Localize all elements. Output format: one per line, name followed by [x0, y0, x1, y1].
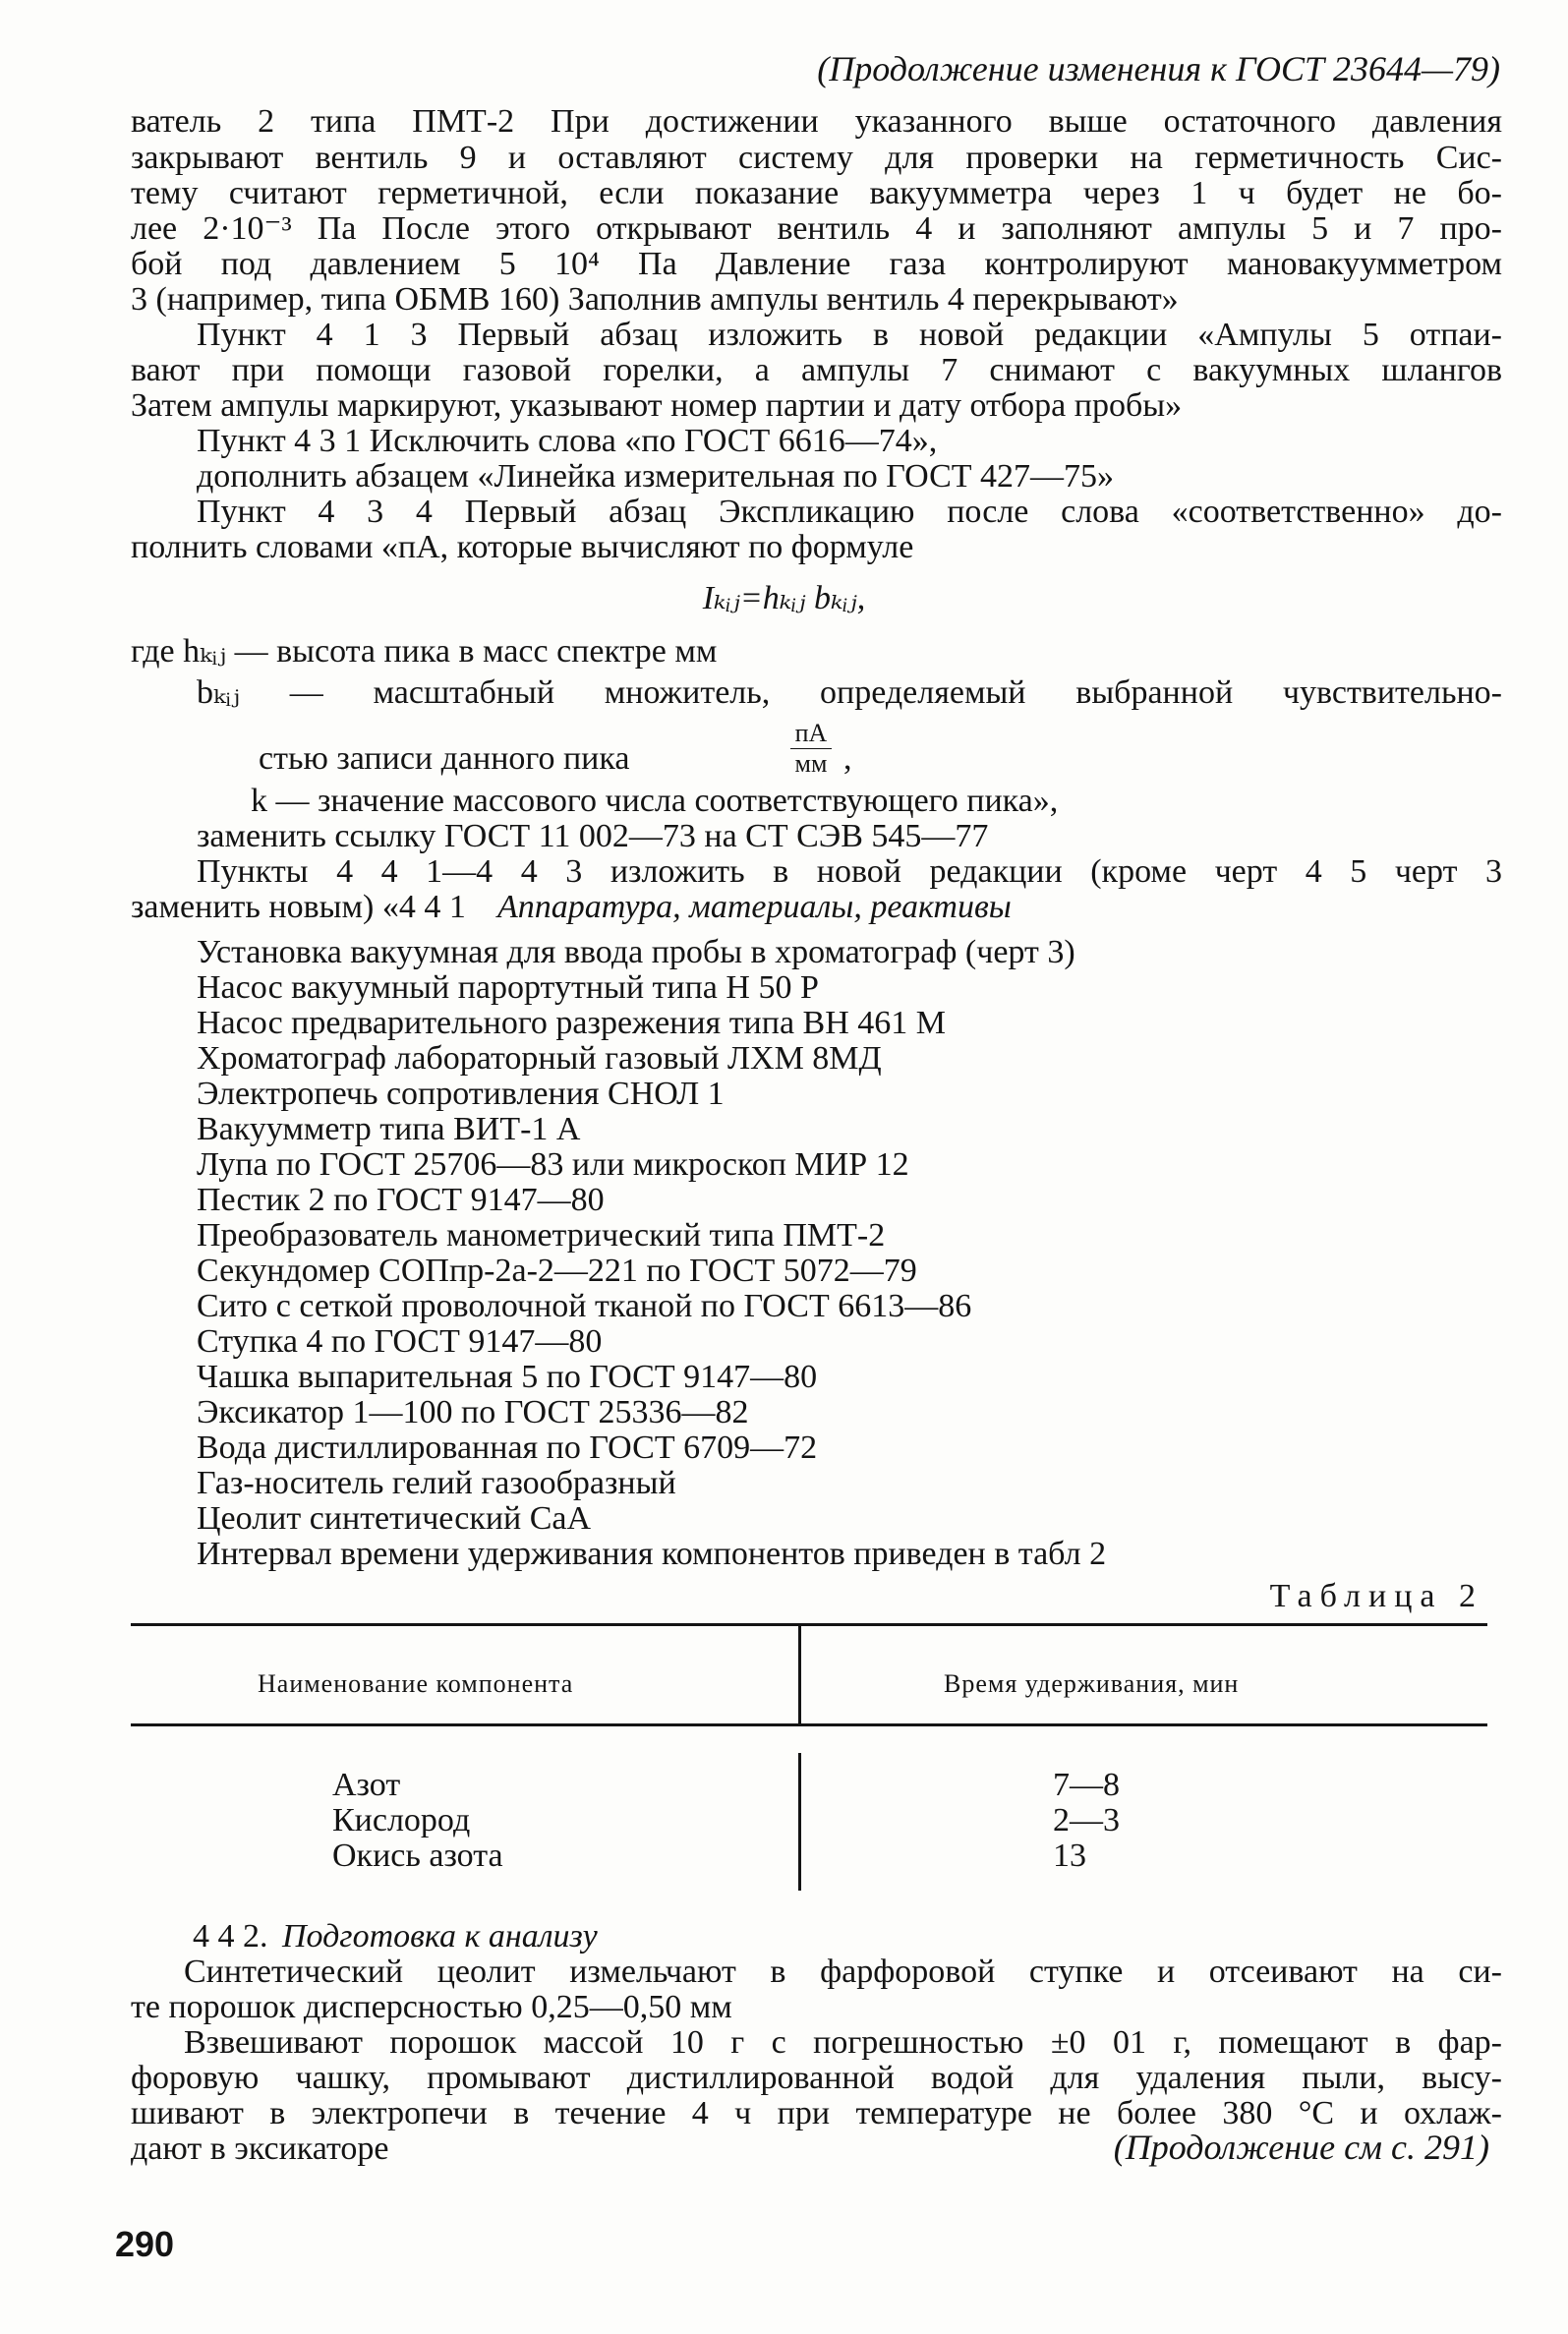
- section-title: Подготовка к анализу: [282, 1918, 598, 1955]
- text-line: полнить словами «пА, которые вычисляют по формуле: [131, 529, 914, 565]
- list-item: Насос предварительного разрежения типа ВН 461 М: [197, 1005, 946, 1041]
- text-line: Аппаратура, материалы, реактивы: [497, 889, 1012, 925]
- text-line: ватель 2 типа ПМТ-2 При достижении указанного выше остаточного давления: [131, 103, 1502, 140]
- unit-fraction: [786, 721, 836, 777]
- table-cell: 7—8: [1053, 1767, 1120, 1803]
- page-number: 290: [115, 2224, 175, 2264]
- fraction-numerator: пА: [794, 719, 828, 747]
- list-item: Вакуумметр типа ВИТ-1 А: [197, 1111, 581, 1147]
- text-line: лее 2·10⁻³ Па После этого открывают вентиль 4 и заполняют ампулы 5 и 7 про-: [131, 210, 1502, 247]
- text-line: Взвешивают порошок массой 10 г с погрешностью ±0 01 г, помещают в фар-: [184, 2024, 1502, 2061]
- text-line: заменить новым) «4 4 1: [131, 889, 466, 925]
- text-line: дают в эксикаторе: [131, 2130, 389, 2167]
- table-cell: Азот: [332, 1767, 401, 1803]
- text-line: Пункт 4 3 1 Исключить слова «по ГОСТ 6616—74»,: [197, 423, 938, 459]
- list-item: Чашка выпарительная 5 по ГОСТ 9147—80: [197, 1359, 818, 1395]
- list-item: Эксикатор 1—100 по ГОСТ 25336—82: [197, 1394, 749, 1430]
- table-cell: 2—3: [1053, 1802, 1120, 1838]
- table-header-rule: [131, 1723, 1487, 1726]
- table-cell: 13: [1053, 1838, 1086, 1874]
- list-item: Газ-носитель гелий газообразный: [197, 1465, 676, 1501]
- section-number: 4 4 2.: [193, 1918, 268, 1955]
- table-top-rule: [131, 1623, 1487, 1626]
- text-line: 3 (например, типа ОБМВ 160) Заполнив ампулы вентиль 4 перекрывают»: [131, 281, 1179, 318]
- text-line: бой под давлением 5 10⁴ Па Давление газа контролируют мановакуумметром: [131, 246, 1502, 282]
- text-line: шивают в электропечи в течение 4 ч при температуре не более 380 °С и охлаж-: [131, 2095, 1502, 2131]
- text-line: заменить ссылку ГОСТ 11 002—73 на СТ СЭВ 545—77: [197, 818, 989, 854]
- table-body-divider: [798, 1753, 801, 1891]
- text-line: закрывают вентиль 9 и оставляют систему для проверки на герметичность Сис-: [131, 140, 1502, 176]
- column-header: Время удерживания, мин: [944, 1669, 1240, 1698]
- text-line: ,: [843, 740, 852, 777]
- list-item: Пестик 2 по ГОСТ 9147—80: [197, 1182, 605, 1218]
- list-item: Секундомер СОПпр-2а-2—221 по ГОСТ 5072—79: [197, 1253, 917, 1289]
- formula: Iₖᵢⱼ=hₖᵢⱼ bₖᵢⱼ,: [702, 580, 866, 616]
- page-header: (Продолжение изменения к ГОСТ 23644—79): [817, 49, 1500, 88]
- text-line: стью записи данного пика: [259, 740, 630, 777]
- table-cell: Окись азота: [332, 1838, 503, 1874]
- text-line: дополнить абзацем «Линейка измерительная по ГОСТ 427—75»: [197, 458, 1115, 495]
- list-item: Вода дистиллированная по ГОСТ 6709—72: [197, 1430, 818, 1466]
- list-item: Интервал времени удерживания компонентов приведен в табл 2: [197, 1536, 1107, 1572]
- list-item: Лупа по ГОСТ 25706—83 или микроскоп МИР 12: [197, 1146, 909, 1183]
- list-item: Хроматограф лабораторный газовый ЛХМ 8МД: [197, 1040, 882, 1077]
- text-line: Пункт 4 1 3 Первый абзац изложить в новой редакции «Ампулы 5 отпаи-: [197, 317, 1502, 353]
- text-line: вают при помощи газовой горелки, а ампулы 7 снимают с вакуумных шлангов: [131, 352, 1502, 388]
- list-item: Насос вакуумный парортутный типа Н 50 Р: [197, 969, 819, 1006]
- text-line: где hₖᵢⱼ — высота пика в масс спектре мм: [131, 633, 718, 670]
- list-item: Электропечь сопротивления СНОЛ 1: [197, 1076, 725, 1112]
- text-line: Синтетический цеолит измельчают в фарфоровой ступке и отсеивают на си-: [184, 1954, 1502, 1990]
- list-item: Установка вакуумная для ввода пробы в хроматограф (черт 3): [197, 934, 1075, 970]
- column-header: Наименование компонента: [258, 1669, 574, 1698]
- text-line: те порошок дисперсностью 0,25—0,50 мм: [131, 1989, 732, 2025]
- table-cell: Кислород: [332, 1802, 471, 1838]
- continuation-note: (Продолжение см с. 291): [1113, 2128, 1489, 2167]
- list-item: Цеолит синтетический СаА: [197, 1500, 592, 1537]
- text-line: форовую чашку, промывают дистиллированной водой для удаления пыли, высу-: [131, 2060, 1502, 2096]
- text-line: Затем ампулы маркируют, указывают номер партии и дату отбора пробы»: [131, 387, 1183, 424]
- text-line: bₖᵢⱼ — масштабный множитель, определяемый выбранной чувствительно-: [197, 674, 1502, 711]
- text-line: тему считают герметичной, если показание вакуумметра через 1 ч будет не бо-: [131, 175, 1502, 211]
- text-line: Пункт 4 3 4 Первый абзац Экспликацию после слова «соответственно» до-: [197, 494, 1502, 530]
- text-line: Пункты 4 4 1—4 4 3 изложить в новой редакции (кроме черт 4 5 черт 3: [197, 853, 1502, 890]
- list-item: Преобразователь манометрический типа ПМТ-2: [197, 1217, 886, 1254]
- text-line: k — значение массового числа соответствующего пика»,: [251, 783, 1059, 819]
- fraction-denominator: мм: [794, 749, 828, 778]
- table-caption: Таблица 2: [1269, 1578, 1483, 1614]
- list-item: Ступка 4 по ГОСТ 9147—80: [197, 1323, 603, 1360]
- table-header-divider: [798, 1625, 801, 1723]
- list-item: Сито с сеткой проволочной тканой по ГОСТ 6613—86: [197, 1288, 972, 1324]
